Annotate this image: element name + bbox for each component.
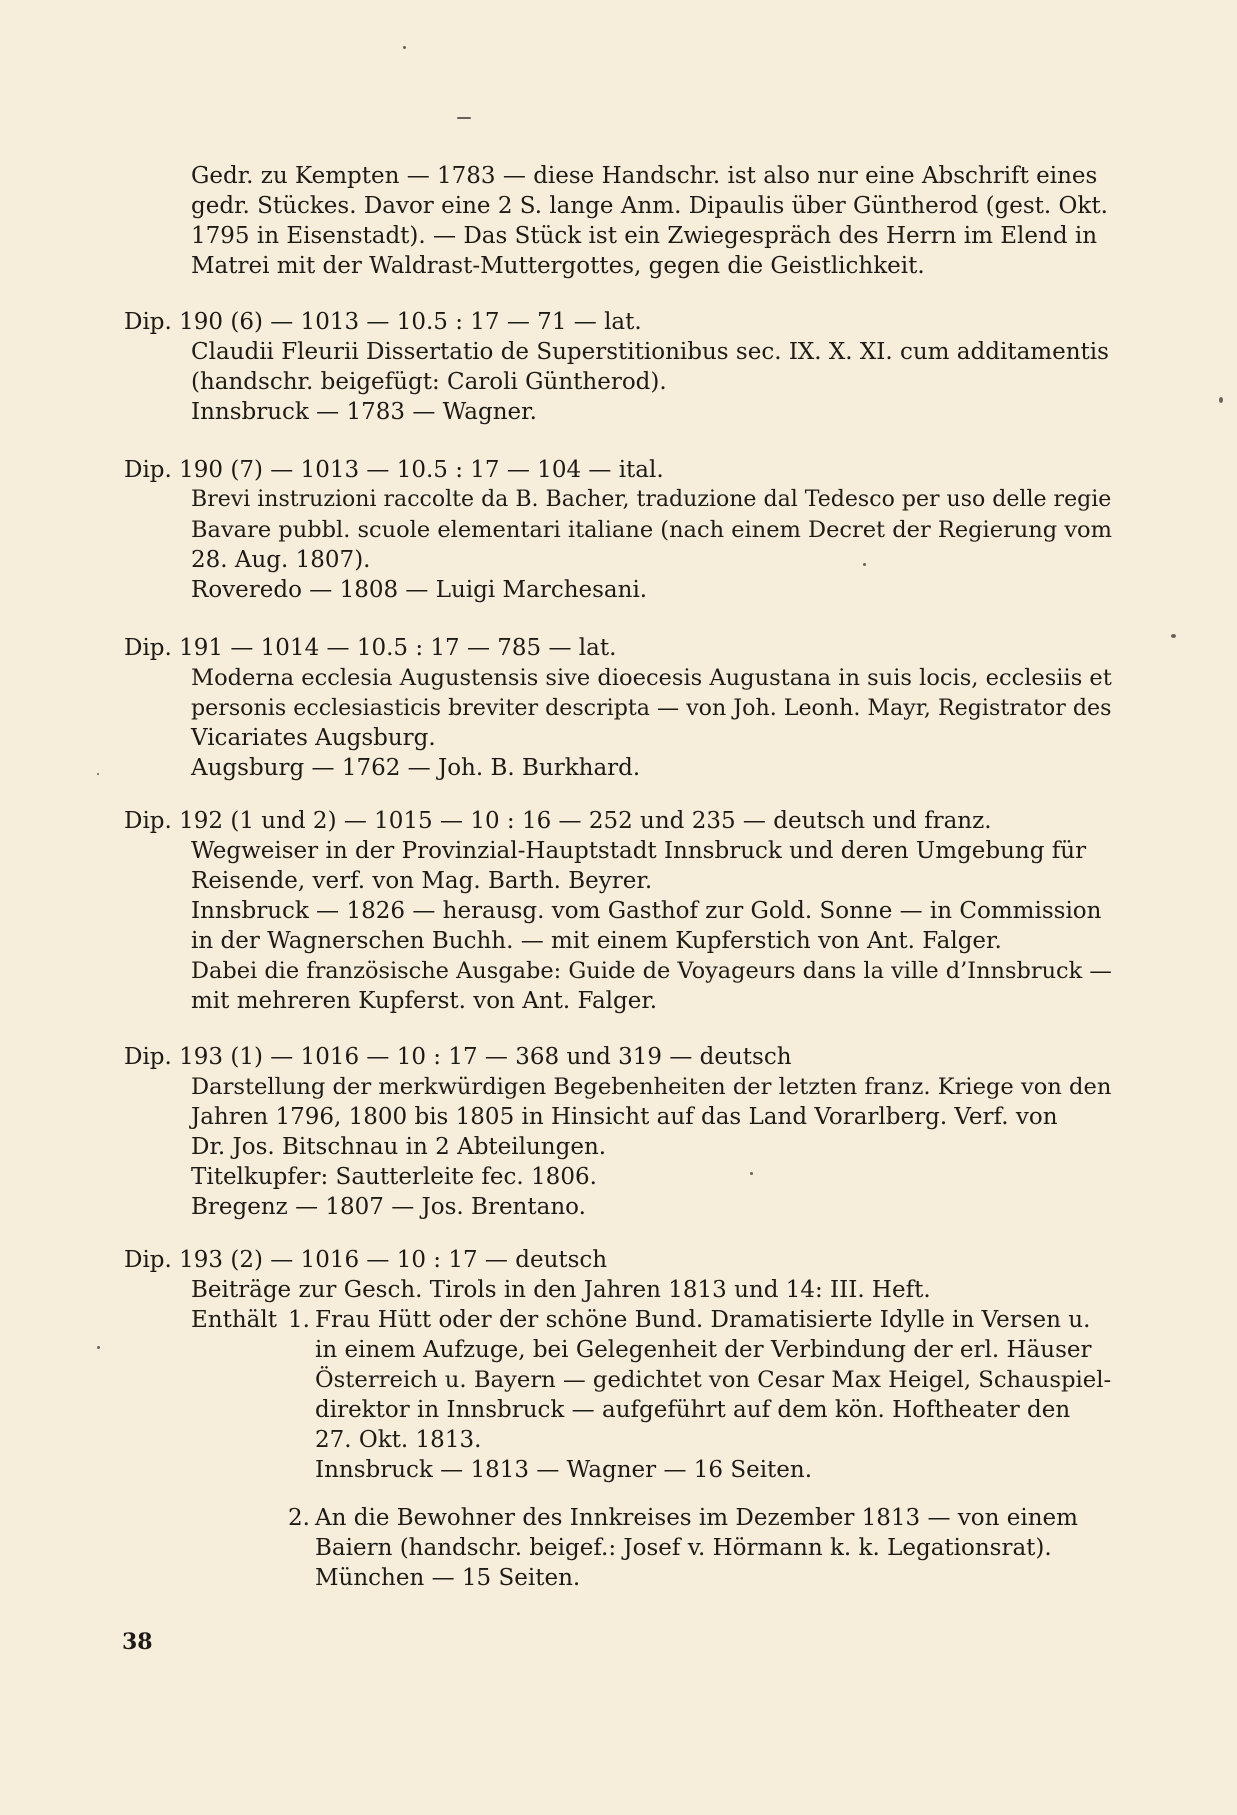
entry-heading: Dip. 193 (1) — 1016 — 10 : 17 — 368 und 319 — deutsch: [124, 1044, 792, 1070]
text-line: 1795 in Eisenstadt). — Das Stück ist ein Zwiegespräch des Herrn im Elend in: [191, 223, 1098, 249]
entry-heading: Dip. 192 (1 und 2) — 1015 — 10 : 16 — 252 und 235 — deutsch und franz.: [124, 808, 992, 834]
paper-speck: [863, 563, 866, 566]
text-line: in der Wagnerschen Buchh. — mit einem Kupferstich von Ant. Falger.: [191, 928, 1002, 954]
text-line: Titelkupfer: Sautterleite fec. 1806.: [191, 1164, 597, 1190]
text-line: Bregenz — 1807 — Jos. Brentano.: [191, 1194, 586, 1220]
text-line: Darstellung der merkwürdigen Begebenheiten der letzten franz. Kriege von den: [191, 1074, 1112, 1100]
entry-heading: Dip. 190 (7) — 1013 — 10.5 : 17 — 104 — ital.: [124, 457, 664, 483]
text-line: mit mehreren Kupferst. von Ant. Falger.: [191, 988, 658, 1014]
list-item-line: Frau Hütt oder der schöne Bund. Dramatisierte Idylle in Versen u.: [315, 1307, 1091, 1333]
text-line: Wegweiser in der Provinzial-Hauptstadt Innsbruck und deren Umgebung für: [191, 838, 1087, 864]
contents-label: Enthält: [191, 1307, 277, 1333]
paper-speck: [97, 773, 99, 775]
list-item-line: Österreich u. Bayern — gedichtet von Cesar Max Heigel, Schauspiel-: [315, 1367, 1112, 1393]
entry-heading: Dip. 191 — 1014 — 10.5 : 17 — 785 — lat.: [124, 635, 617, 661]
list-number: 2.: [288, 1505, 310, 1531]
entry-heading: Dip. 193 (2) — 1016 — 10 : 17 — deutsch: [124, 1247, 608, 1273]
entry-heading: Dip. 190 (6) — 1013 — 10.5 : 17 — 71 — lat.: [124, 309, 642, 335]
text-line: Innsbruck — 1826 — herausg. vom Gasthof zur Gold. Sonne — in Commission: [191, 898, 1102, 924]
list-item-line: Baiern (handschr. beigef.: Josef v. Hörmann k. k. Legationsrat).: [315, 1535, 1052, 1561]
paper-speck: [97, 1346, 100, 1349]
list-item-line: Innsbruck — 1813 — Wagner — 16 Seiten.: [315, 1457, 813, 1483]
text-line: Beiträge zur Gesch. Tirols in den Jahren 1813 und 14: III. Heft.: [191, 1277, 931, 1303]
text-line: (handschr. beigefügt: Caroli Güntherod).: [191, 369, 667, 395]
paper-speck: [403, 46, 406, 49]
list-item-line: An die Bewohner des Innkreises im Dezember 1813 — von einem: [315, 1505, 1078, 1531]
list-item-line: direktor in Innsbruck — aufgeführt auf dem kön. Hoftheater den: [315, 1397, 1071, 1423]
paper-speck: [1171, 634, 1176, 638]
paper-speck: [457, 117, 471, 119]
text-line: Reisende, verf. von Mag. Barth. Beyrer.: [191, 868, 653, 894]
text-line: Vicariates Augsburg.: [191, 725, 436, 751]
text-line: personis ecclesiasticis breviter descripta — von Joh. Leonh. Mayr, Registrator des: [191, 695, 1112, 721]
list-item-line: 27. Okt. 1813.: [315, 1427, 482, 1453]
page-number: 38: [122, 1629, 153, 1655]
text-line: Jahren 1796, 1800 bis 1805 in Hinsicht auf das Land Vorarlberg. Verf. von: [191, 1104, 1058, 1130]
text-line: Moderna ecclesia Augustensis sive dioecesis Augustana in suis locis, ecclesiis et: [191, 665, 1112, 691]
list-item-line: in einem Aufzuge, bei Gelegenheit der Verbindung der erl. Häuser: [315, 1337, 1092, 1363]
text-line: gedr. Stückes. Davor eine 2 S. lange Anm. Dipaulis über Güntherod (gest. Okt.: [191, 193, 1108, 219]
text-line: Roveredo — 1808 — Luigi Marchesani.: [191, 577, 648, 603]
paper-speck: [750, 1172, 753, 1175]
list-item-line: München — 15 Seiten.: [315, 1565, 581, 1591]
text-line: Matrei mit der Waldrast-Muttergottes, gegen die Geistlichkeit.: [191, 253, 925, 279]
text-line: Bavare pubbl. scuole elementari italiane (nach einem Decret der Regierung vom: [191, 517, 1112, 543]
text-line: Claudii Fleurii Dissertatio de Superstitionibus sec. IX. X. XI. cum additamentis: [191, 339, 1109, 365]
text-line: Augsburg — 1762 — Joh. B. Burkhard.: [191, 755, 641, 781]
text-line: Innsbruck — 1783 — Wagner.: [191, 399, 537, 425]
text-line: Dabei die französische Ausgabe: Guide de Voyageurs dans la ville d’Innsbruck —: [191, 958, 1112, 984]
paper-speck: [1219, 397, 1223, 403]
text-line: Gedr. zu Kempten — 1783 — diese Handschr. ist also nur eine Abschrift eines: [191, 163, 1098, 189]
text-line: Dr. Jos. Bitschnau in 2 Abteilungen.: [191, 1134, 607, 1160]
text-line: 28. Aug. 1807).: [191, 547, 371, 573]
text-line: Brevi instruzioni raccolte da B. Bacher, traduzione dal Tedesco per uso delle regie: [191, 487, 1112, 512]
list-number: 1.: [288, 1307, 310, 1333]
